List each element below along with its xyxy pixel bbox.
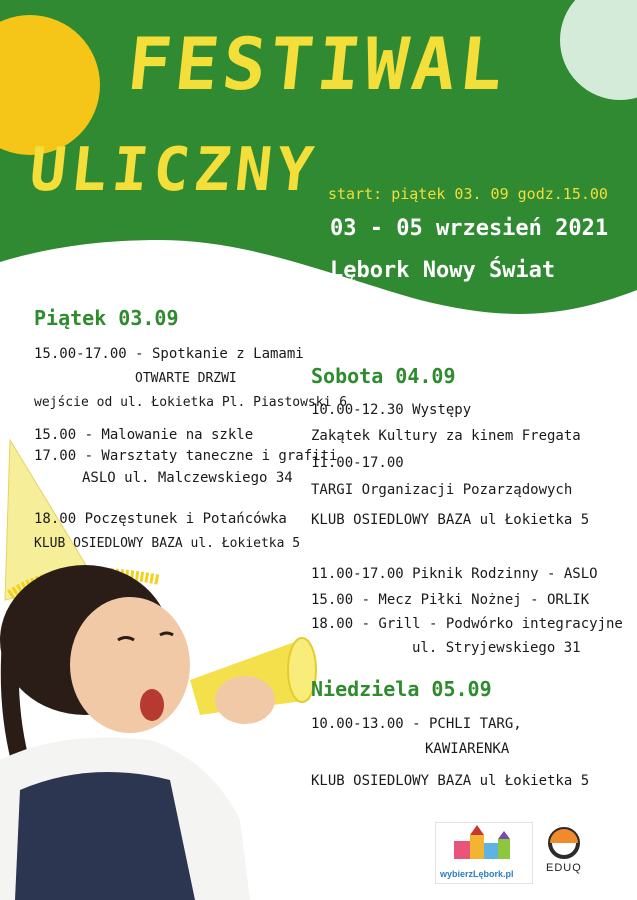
friday-line: OTWARTE DRZWI <box>135 371 237 386</box>
eduq-logo-icon <box>547 826 581 860</box>
sunday-line: 10.00-13.00 - PCHLI TARG, <box>311 716 522 732</box>
friday-line: ASLO ul. Malczewskiego 34 <box>82 470 293 486</box>
town-icon <box>436 823 532 865</box>
eduq-logo-text: EDUQ <box>546 862 582 874</box>
title-uliczny: ULICZNY <box>26 135 322 205</box>
saturday-line: KLUB OSIEDLOWY BAZA ul Łokietka 5 <box>311 512 590 528</box>
festival-place: Lębork Nowy Świat <box>330 258 556 283</box>
saturday-line: 11.00-17.00 <box>311 455 404 471</box>
saturday-heading: Sobota 04.09 <box>311 364 456 388</box>
saturday-line: ul. Stryjewskiego 31 <box>412 640 581 656</box>
logo-caption: wybierzLębork.pl <box>440 869 514 879</box>
saturday-line: 18.00 - Grill - Podwórko integracyjne <box>311 616 623 632</box>
saturday-line: TARGI Organizacji Pozarządowych <box>311 482 573 498</box>
festival-dates: 03 - 05 wrzesień 2021 <box>330 216 609 241</box>
title-festiwal: FESTIWAL <box>123 22 512 106</box>
sunday-line: KLUB OSIEDLOWY BAZA ul Łokietka 5 <box>311 773 590 789</box>
saturday-line: 11.00-17.00 Piknik Rodzinny - ASLO <box>311 566 598 582</box>
friday-line: wejście od ul. Łokietka Pl. Piastowski 6 <box>34 395 348 410</box>
saturday-line: 15.00 - Mecz Piłki Nożnej - ORLIK <box>311 592 590 608</box>
friday-heading: Piątek 03.09 <box>34 306 179 330</box>
sunday-heading: Niedziela 05.09 <box>311 677 492 701</box>
friday-line: 18.00 Poczęstunek i Potańcówka <box>34 511 287 527</box>
start-info: start: piątek 03. 09 godz.15.00 <box>328 185 608 203</box>
sunday-line: KAWIARENKA <box>425 741 510 757</box>
friday-line: KLUB OSIEDLOWY BAZA ul. Łokietka 5 <box>34 536 301 551</box>
friday-line: 15.00 - Malowanie na szkle <box>34 427 254 443</box>
friday-line: 15.00-17.00 - Spotkanie z Lamami <box>34 346 304 362</box>
wybierz-lebork-logo <box>435 822 533 884</box>
saturday-line: Zakątek Kultury za kinem Fregata <box>311 428 581 444</box>
friday-line: 17.00 - Warsztaty taneczne i grafiti <box>34 448 338 464</box>
saturday-line: 10.00-12.30 Występy <box>311 402 472 418</box>
